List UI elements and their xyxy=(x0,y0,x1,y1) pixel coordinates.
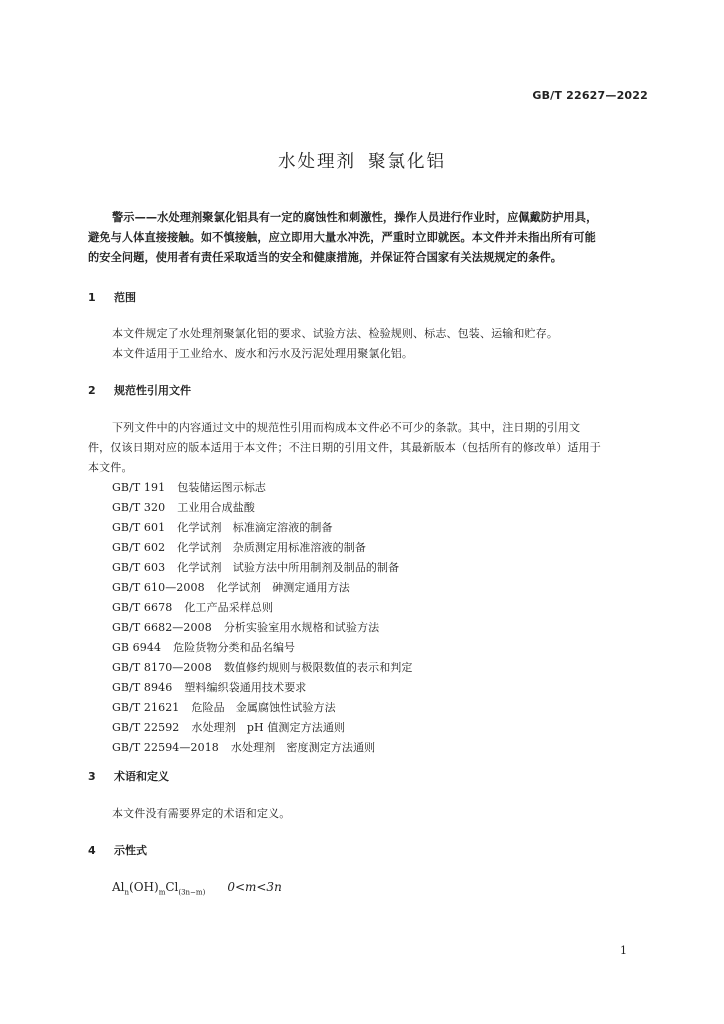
reference-code: GB/T 602 xyxy=(112,541,166,554)
reference-title: 危险货物分类和品名编号 xyxy=(173,641,296,654)
reference-item xyxy=(112,479,266,495)
formula-sub-m: m xyxy=(158,888,166,897)
section-2-intro-line-2: 件，仅该日期对应的版本适用于本文件；不注日期的引用文件，其最新版本（包括所有的修改单）适用于 xyxy=(88,441,601,454)
reference-title: 水处理剂 密度测定方法通则 xyxy=(230,741,376,754)
formula-sub-n: n xyxy=(124,888,130,897)
section-2-intro-line-3: 本文件。 xyxy=(88,461,133,474)
reference-item xyxy=(112,499,255,515)
reference-title: 工业用合成盐酸 xyxy=(177,501,255,514)
reference-code: GB/T 22594—2018 xyxy=(112,741,219,754)
title-part-1: 水处理剂 xyxy=(278,152,356,172)
reference-code: GB/T 603 xyxy=(112,561,166,574)
section-2-title: 规范性引用文件 xyxy=(114,384,191,397)
reference-item xyxy=(112,579,350,595)
formula-cl: Cl xyxy=(165,880,179,894)
reference-title: 危险品 金属腐蚀性试验方法 xyxy=(191,701,336,714)
reference-title: 化学试剂 砷测定通用方法 xyxy=(216,581,350,594)
section-1-paragraph-2: 本文件适用于工业给水、废水和污水及污泥处理用聚氯化铝。 xyxy=(112,347,414,360)
reference-code: GB/T 601 xyxy=(112,521,166,534)
reference-title: 数值修约规则与极限数值的表示和判定 xyxy=(223,661,413,674)
reference-code: GB/T 610—2008 xyxy=(112,581,205,594)
section-2-intro-line-1: 下列文件中的内容通过文中的规范性引用而构成本文件必不可少的条款。其中，注日期的引用文 xyxy=(112,421,581,434)
section-3-number: 3 xyxy=(88,770,96,783)
section-1-paragraph-1: 本文件规定了水处理剂聚氯化铝的要求、试验方法、检验规则、标志、包装、运输和贮存。 xyxy=(112,327,558,340)
title-part-2: 聚氯化铝 xyxy=(368,152,446,172)
reference-item xyxy=(112,539,366,555)
reference-code: GB/T 6682—2008 xyxy=(112,621,212,634)
formula-al: Al xyxy=(112,880,125,894)
page-number: 1 xyxy=(620,944,627,957)
reference-item xyxy=(112,599,273,615)
section-4-heading xyxy=(88,842,147,858)
section-4-title: 示性式 xyxy=(114,844,147,857)
reference-item xyxy=(112,519,333,535)
section-1-heading xyxy=(88,289,136,305)
reference-item xyxy=(112,639,295,655)
section-1-title: 范围 xyxy=(114,291,136,304)
reference-item xyxy=(112,719,345,735)
reference-title: 包装储运图示标志 xyxy=(177,481,267,494)
reference-item xyxy=(112,619,379,635)
reference-title: 塑料编织袋通用技术要求 xyxy=(184,681,307,694)
section-1-number: 1 xyxy=(88,291,96,304)
reference-code: GB/T 6678 xyxy=(112,601,173,614)
chemical-formula xyxy=(112,880,282,896)
reference-title: 分析实验室用水规格和试验方法 xyxy=(223,621,380,634)
section-3-heading xyxy=(88,768,169,784)
reference-code: GB 6944 xyxy=(112,641,162,654)
reference-item xyxy=(112,699,336,715)
reference-code: GB/T 22592 xyxy=(112,721,180,734)
section-4-number: 4 xyxy=(88,844,96,857)
reference-title: 化学试剂 标准滴定溶液的制备 xyxy=(177,521,333,534)
reference-title: 化学试剂 杂质测定用标准溶液的制备 xyxy=(177,541,366,554)
section-3-paragraph: 本文件没有需要界定的术语和定义。 xyxy=(112,807,291,820)
formula-condition: 0<m<3n xyxy=(227,880,282,894)
warning-line-1: 警示——水处理剂聚氯化铝具有一定的腐蚀性和刺激性，操作人员进行作业时，应佩戴防护用具， xyxy=(112,211,598,224)
document-title xyxy=(0,148,724,173)
reference-code: GB/T 8946 xyxy=(112,681,173,694)
reference-title: 化学试剂 试验方法中所用制剂及制品的制备 xyxy=(177,561,400,574)
section-2-number: 2 xyxy=(88,384,96,397)
reference-item xyxy=(112,739,375,755)
reference-title: 化工产品采样总则 xyxy=(184,601,274,614)
reference-item xyxy=(112,679,306,695)
formula-oh: (OH) xyxy=(129,880,159,894)
formula-sub-cl: (3n−m) xyxy=(178,888,206,897)
warning-line-2: 避免与人体直接接触。如不慎接触，应立即用大量水冲洗，严重时立即就医。本文件并未指出所有可能 xyxy=(88,231,596,244)
reference-code: GB/T 320 xyxy=(112,501,166,514)
reference-code: GB/T 191 xyxy=(112,481,166,494)
section-2-heading xyxy=(88,382,191,398)
reference-code: GB/T 8170—2008 xyxy=(112,661,212,674)
reference-code: GB/T 21621 xyxy=(112,701,180,714)
section-3-title: 术语和定义 xyxy=(114,770,169,783)
warning-line-3: 的安全问题，使用者有责任采取适当的安全和健康措施，并保证符合国家有关法规规定的条件。 xyxy=(88,251,563,264)
reference-item xyxy=(112,559,399,575)
reference-title: 水处理剂 pH 值测定方法通则 xyxy=(191,721,346,734)
standard-number: GB/T 22627—2022 xyxy=(532,89,648,102)
reference-item xyxy=(112,659,413,675)
